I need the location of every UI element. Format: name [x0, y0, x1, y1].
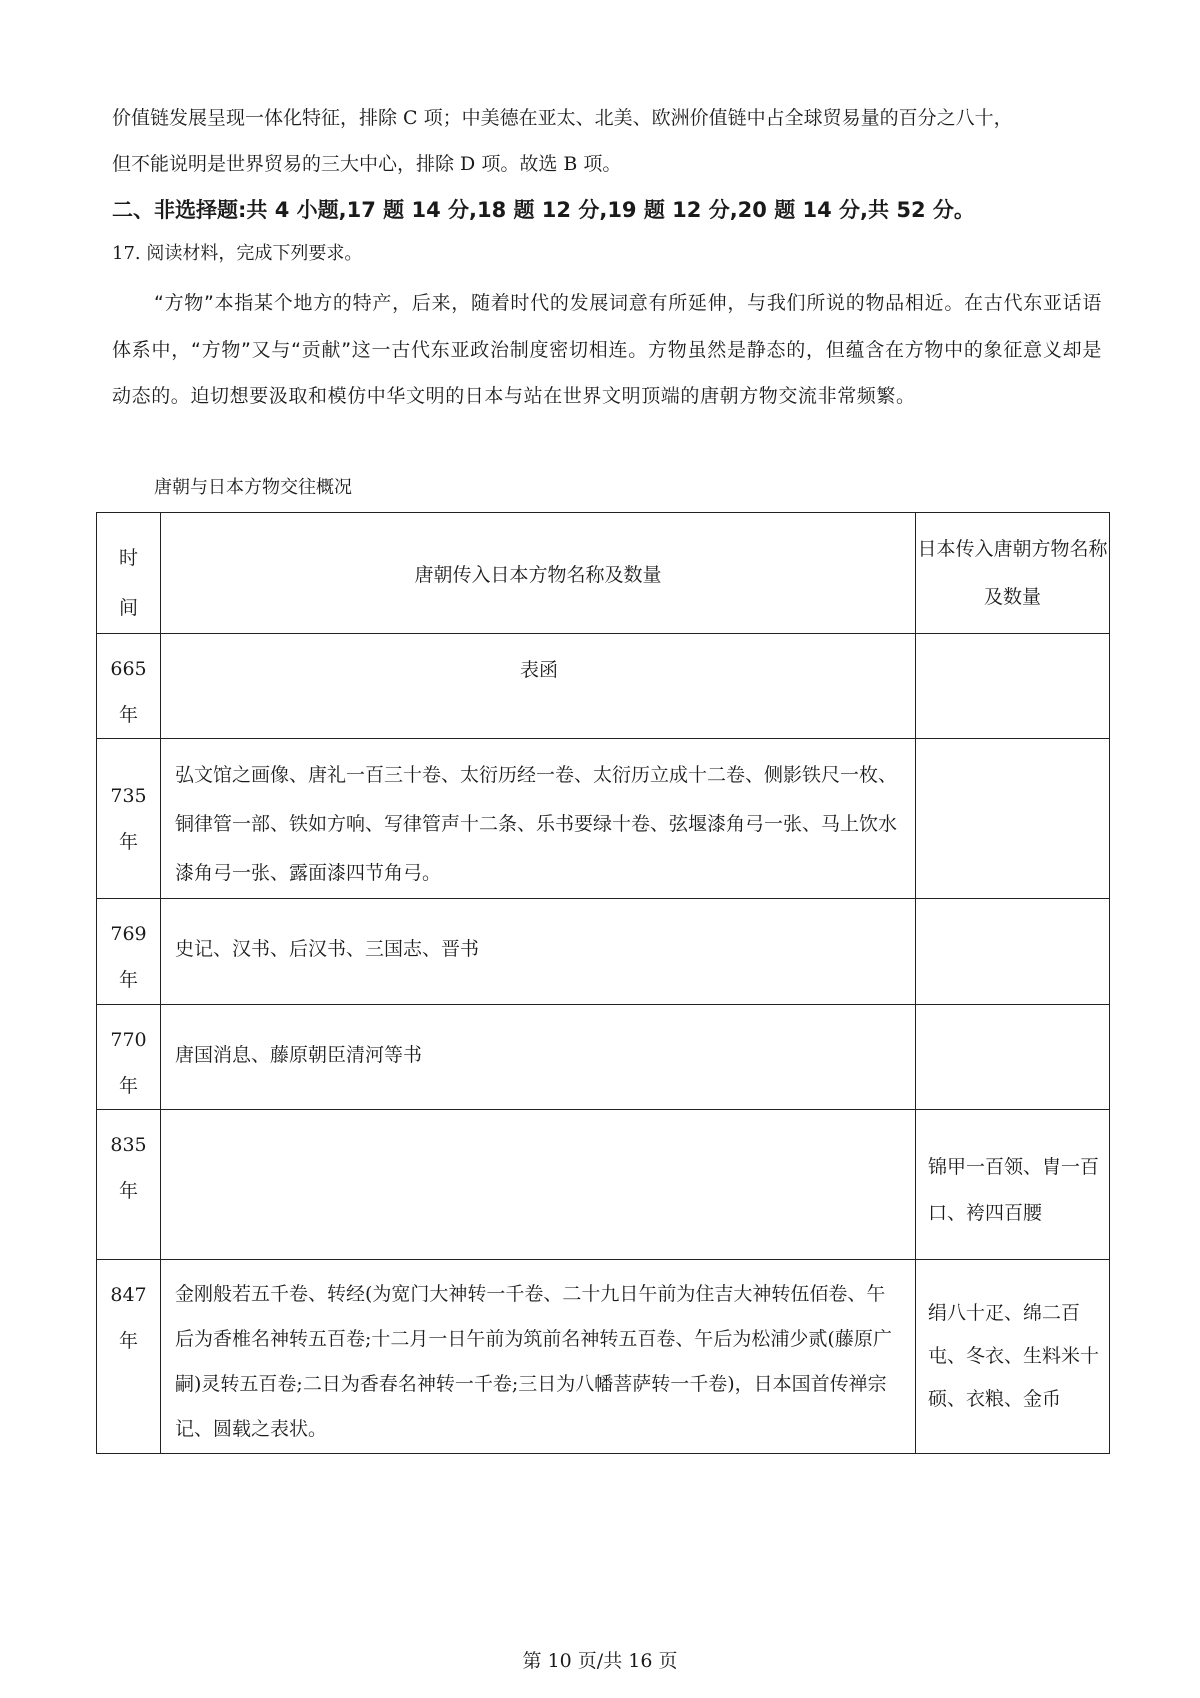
- row-year: [97, 1005, 161, 1110]
- table-row: [97, 1110, 1110, 1260]
- year-unit: 年: [118, 1180, 138, 1202]
- table-row: [97, 899, 1110, 1005]
- table-row: [97, 634, 1110, 739]
- row-tang-to-japan: [161, 1110, 916, 1260]
- section-heading: 二、非选择题:共 4 小题,17 题 14 分,18 题 12 分,19 题 12 分,20 题 14 分,共 52 分。: [112, 198, 975, 222]
- table-header-row: [97, 513, 1110, 634]
- row-japan-to-tang: [916, 634, 1110, 739]
- row-year: [97, 739, 161, 899]
- table-row: [97, 1005, 1110, 1110]
- row-year: [97, 634, 161, 739]
- header-japan-to-tang: 日本传入唐朝方物名称及数量: [916, 513, 1110, 634]
- row-tang-to-japan: 表函: [161, 634, 916, 739]
- year-value: 769: [110, 923, 147, 945]
- row-japan-to-tang: [916, 1005, 1110, 1110]
- row-year: [97, 899, 161, 1005]
- year-unit: 年: [118, 831, 138, 853]
- header-year-text: 时间: [118, 547, 138, 619]
- year-unit: 年: [118, 704, 138, 726]
- row-japan-to-tang: [916, 739, 1110, 899]
- row-year: [97, 1110, 161, 1260]
- year-value: 735: [110, 785, 147, 807]
- exchange-table: [96, 512, 1110, 1454]
- row-tang-to-japan: 唐国消息、藤原朝臣清河等书: [161, 1005, 916, 1110]
- year-unit: 年: [118, 1330, 138, 1352]
- intro-line-2: 但不能说明是世界贸易的三大中心，排除 D 项。故选 B 项。: [112, 153, 622, 175]
- table-caption: 唐朝与日本方物交往概况: [154, 477, 352, 498]
- row-japan-to-tang: [916, 899, 1110, 1005]
- year-value: 847: [110, 1284, 147, 1306]
- year-value: 665: [110, 658, 147, 680]
- table-row: [97, 739, 1110, 899]
- header-year: [97, 513, 161, 634]
- row-tang-to-japan: 金刚般若五千卷、转经(为宽门大神转一千卷、二十九日午前为住吉大神转伍佰卷、午后为香椎名神转五百卷;十二月一日午前为筑前名神转五百卷、午后为松浦少贰(藤原广嗣)灵转五百卷;二日为香春名神转一千卷;三日为八幡菩萨转一千卷)，日本国首传禅宗记、圆载之表状。: [161, 1260, 916, 1454]
- row-japan-to-tang: 锦甲一百领、胄一百口、袴四百腰: [916, 1110, 1110, 1260]
- table-row: [97, 1260, 1110, 1454]
- year-unit: 年: [118, 969, 138, 991]
- row-year: [97, 1260, 161, 1454]
- row-japan-to-tang: 绢八十疋、绵二百屯、冬衣、生料米十硕、衣粮、金币: [916, 1260, 1110, 1454]
- row-tang-to-japan: 弘文馆之画像、唐礼一百三十卷、太衍历经一卷、太衍历立成十二卷、侧影铁尺一枚、铜律管一部、铁如方响、写律管声十二条、乐书要绿十卷、弦堰漆角弓一张、马上饮水漆角弓一张、露面漆四节角弓。: [161, 739, 916, 899]
- question-title: 17. 阅读材料，完成下列要求。: [112, 243, 363, 264]
- header-tang-to-japan: 唐朝传入日本方物名称及数量: [161, 513, 916, 634]
- year-value: 770: [110, 1029, 147, 1051]
- row-tang-to-japan: 史记、汉书、后汉书、三国志、晋书: [161, 899, 916, 1005]
- page-footer: 第 10 页/共 16 页: [522, 1650, 678, 1672]
- intro-line-1: 价值链发展呈现一体化特征，排除 C 项；中美德在亚太、北美、欧洲价值链中占全球贸易量的百分之八十，: [112, 107, 1013, 129]
- material-paragraph: “方物”本指某个地方的特产，后来，随着时代的发展词意有所延伸，与我们所说的物品相近。在古代东亚话语体系中，“方物”又与“贡献”这一古代东亚政治制度密切相连。方物虽然是静态的，但蕴含在方物中的象征意义却是动态的。迫切想要汲取和模仿中华文明的日本与站在世界文明顶端的唐朝方物交流非常频繁。: [112, 292, 1102, 407]
- year-unit: 年: [118, 1075, 138, 1097]
- year-value: 835: [110, 1134, 147, 1156]
